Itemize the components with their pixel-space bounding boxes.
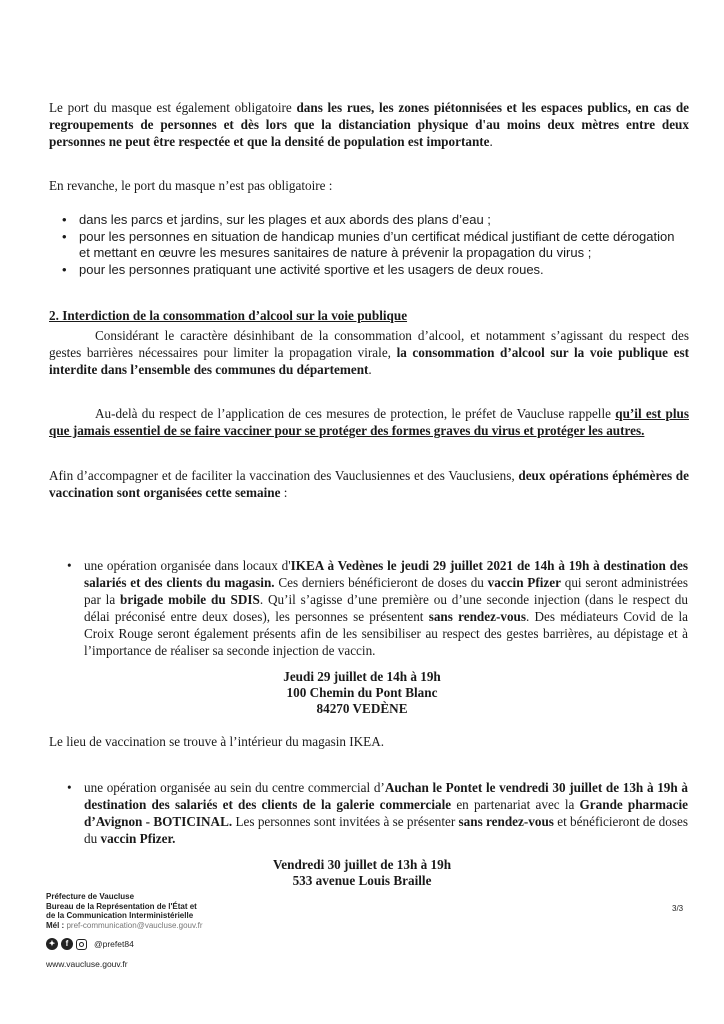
footer-line: Préfecture de Vaucluse [46,892,135,901]
text: . [489,134,493,149]
text: Au-delà du respect de l’application de ces mesures de protection, le préfet de Vaucluse rappelle [95,406,616,421]
bold-text: brigade mobile du SDIS [120,592,260,607]
list-item [67,557,688,659]
facebook-icon[interactable]: f [61,938,73,950]
text: une opération organisée au sein du centre commercial d’ [84,780,385,795]
text: Ces derniers bénéficieront de doses du [274,575,488,590]
twitter-icon[interactable]: ✦ [46,938,58,950]
text: Les personnes sont invitées à se présenter [232,814,459,829]
text: une opération organisée dans locaux d' [84,558,291,573]
exemption-list [62,212,688,278]
list-item: • pour les personnes pratiquant une activité sportive et les usagers de deux roues. [62,262,688,279]
bold-text: deux opérations éphémères de vaccination sont organisées cette semaine [49,468,689,500]
list-item: • pour les personnes en situation de handicap munies d’un certificat médical justifiant de cette dérogation et mettant en œuvre les mesures sanitaires de nature à prévenir la propagation du virus ; [62,229,688,262]
text: : [280,485,288,500]
text: et bénéficieront de doses du [84,814,688,846]
page-number: 3/3 [672,904,684,913]
text: qui seront administrées par la [84,575,688,607]
operation-ikea [67,557,688,659]
bold-text: IKEA à Vedènes le jeudi 29 juillet 2021 de 14h à 19h à destination des salariés et des clients du magasin. [84,558,688,590]
mail-link[interactable]: pref-communication@vaucluse.gouv.fr [66,920,203,930]
bold-text: vaccin Pfizer. [100,831,176,846]
bold-text: sans rendez-vous [458,814,554,829]
operation-auchan [67,779,688,847]
address-auchan [0,857,724,889]
bold-text: sans rendez-vous [428,609,527,624]
bold-text: Auchan le Pontet le vendredi 30 juillet de 13h à 19h à destination des salariés et des clients de la galerie commerciale [84,780,688,812]
paragraph-alcohol-ban [49,327,689,378]
text: . Qu’il s’agisse d’une première ou d’une seconde injection (dans le respect du délai préconisé entre deux doses), les personnes se présentent [84,592,688,624]
text: en partenariat avec la [451,797,580,812]
paragraph-ikea-location: Le lieu de vaccination se trouve à l’intérieur du magasin IKEA. [49,734,385,749]
footer-website[interactable]: www.vaucluse.gouv.fr [46,959,128,969]
address-line: 533 avenue Louis Braille [292,873,432,888]
text: Considérant le caractère désinhibant de la consommation d’alcool, et notamment s’agissant du respect des gestes barrières nécessaires pour limiter la propagation virale, [49,328,689,360]
address-line: 100 Chemin du Pont Blanc [286,685,438,700]
text: . Des médiateurs Covid de la Croix Rouge seront également présents afin de les sensibiliser au respect des gestes barrières, au dépistage et à l’importance de réaliser sa seconde injection de vaccin. [84,609,688,658]
bold-text: Grande pharmacie d’Avignon - BOTICINAL. [84,797,688,829]
footer-address [46,892,202,930]
text: Afin d’accompagner et de faciliter la vaccination des Vauclusiennes et des Vauclusiens, [49,468,519,483]
paragraph-vaccination-reminder [49,405,689,439]
text: Le port du masque est également obligatoire [49,100,297,115]
address-ikea [0,669,724,717]
social-handle[interactable]: @prefet84 [94,939,134,949]
paragraph-mask-exemption-intro: En revanche, le port du masque n’est pas obligatoire : [49,178,333,193]
instagram-icon[interactable] [76,939,87,950]
heading-text: 2. Interdiction de la consommation d’alcool sur la voie publique [49,308,408,323]
footer-line: Bureau de la Représentation de l'État et [46,901,197,911]
list-item [67,779,688,847]
footer-mail [46,921,202,931]
paragraph-mask-obligation [49,99,689,150]
bold-text: dans les rues, les zones piétonnisées et les espaces publics, en cas de regroupements de personnes et dès lors que la distanciation physique d'au moins deux mètres entre deux personnes ne peut être respectée et que la densité de population est importante [49,100,690,149]
social-icons [46,938,134,950]
bold-text: vaccin Pfizer [487,575,561,590]
footer-line: de la Communication Interministérielle [46,911,194,920]
text: . [368,362,372,377]
address-line: Jeudi 29 juillet de 14h à 19h [283,669,441,684]
bold-text: la consommation d’alcool sur la voie publique est interdite dans l’ensemble des communes du département [49,345,689,377]
bold-underlined-text: qu’il est plus que jamais essentiel de se faire vacciner pour se protéger des formes graves du virus et protéger les autres. [49,406,689,438]
mail-label: Mél : [46,920,67,930]
section-heading-alcohol [49,307,689,324]
address-line: 84270 VEDÈNE [316,701,408,716]
paragraph-vaccination-operations [49,467,689,501]
address-line: Vendredi 30 juillet de 13h à 19h [272,857,452,872]
list-item: • dans les parcs et jardins, sur les plages et aux abords des plans d’eau ; [62,212,688,229]
